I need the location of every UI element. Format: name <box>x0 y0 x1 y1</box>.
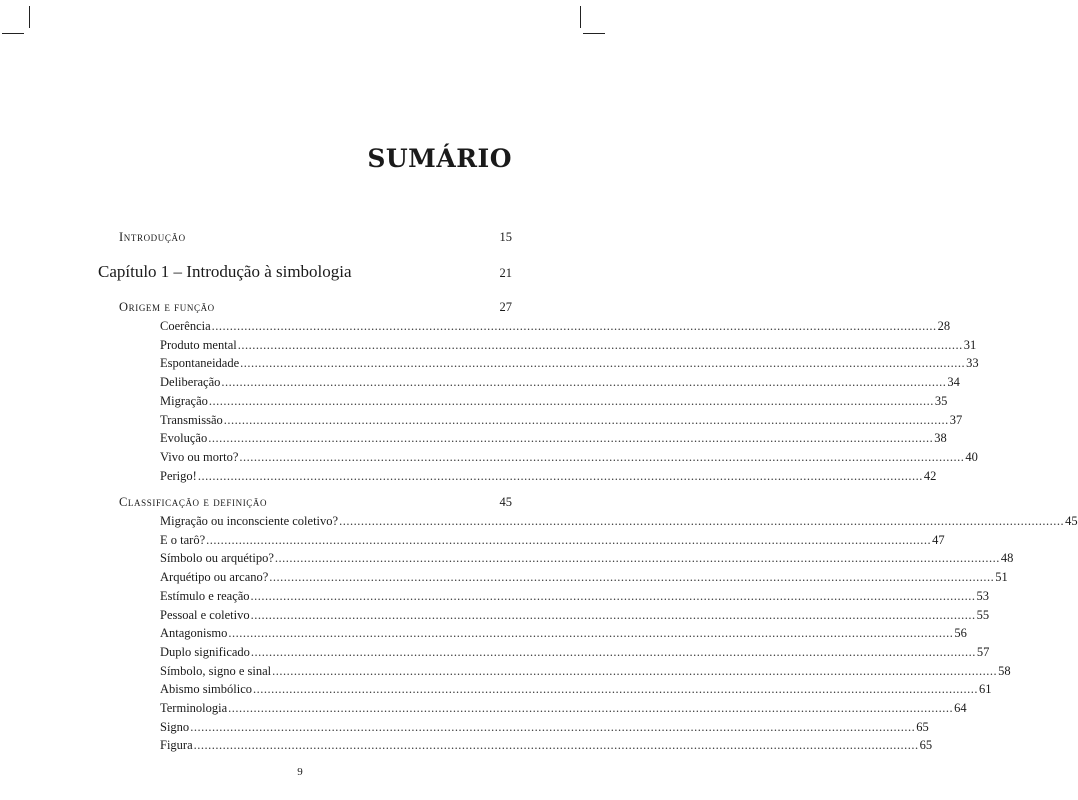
toc-entry-page: 53 <box>976 588 990 603</box>
toc-entry-label: Migração ou inconsciente coletivo? <box>160 514 339 528</box>
dot-leader: ........................................................................................................................................................................................................ <box>228 626 954 641</box>
dot-leader: ........................................................................................................................................................................................................ <box>250 607 976 622</box>
dot-leader: ........................................................................................................................................................................................................ <box>228 701 954 715</box>
toc-entry <box>160 663 1011 679</box>
dot-leader: ........................................................................................................................................................................................................ <box>272 663 998 678</box>
dot-leader: ........................................................................................................................................................................................................ <box>197 468 923 483</box>
toc-entry-label: Arquétipo ou arcano? <box>160 570 269 585</box>
toc-entry-label: Perigo! <box>160 468 197 483</box>
dot-leader: ........................................................................................................................................................................................................ <box>206 532 932 547</box>
toc-entry <box>160 588 990 604</box>
toc-entry-page: 38 <box>934 431 947 446</box>
toc-entry-page: 65 <box>919 738 933 753</box>
dot-leader: ........................................................................................................................................................................................................ <box>250 644 976 659</box>
toc-entry-label: Produto mental <box>160 337 237 352</box>
toc-entry-page: 40 <box>965 449 978 464</box>
toc-entry-page: 64 <box>954 701 967 715</box>
toc-intro-label: Introdução <box>119 230 186 244</box>
toc-section-heading <box>119 299 512 315</box>
toc-intro <box>119 229 512 245</box>
toc-entry-page: 51 <box>995 570 1008 585</box>
toc-entry-label: Deliberação <box>160 375 221 390</box>
toc-chapter-label: Capítulo 1 – Introdução à simbologia <box>98 262 352 281</box>
toc-entry <box>160 644 990 660</box>
toc-entry-page: 33 <box>966 356 979 371</box>
toc-entry <box>160 532 945 548</box>
dot-leader: ........................................................................................................................................................................................................ <box>274 551 1000 566</box>
toc-chapter-page: 21 <box>499 266 512 280</box>
toc-entry-label: Símbolo ou arquétipo? <box>160 551 274 566</box>
toc-entry-label: Vivo ou morto? <box>160 449 239 464</box>
toc-entry-page: 34 <box>947 375 960 390</box>
toc-entry-label: Símbolo, signo e sinal <box>160 663 272 678</box>
dot-leader: ........................................................................................................................................................................................................ <box>221 375 947 390</box>
toc-entry-page: 61 <box>979 682 992 697</box>
toc-entry-label: Terminologia <box>160 701 228 715</box>
toc-entry-page: 57 <box>976 644 990 659</box>
toc-entry <box>160 625 967 641</box>
toc-entry-page: 28 <box>937 319 951 333</box>
toc-entry-page: 55 <box>976 607 990 622</box>
toc-section-label: Classificação e definição <box>119 495 268 509</box>
toc-entry-label: Duplo significado <box>160 644 250 659</box>
dot-leader: ........................................................................................................................................................................................................ <box>208 393 934 408</box>
toc-entry-label: Coerência <box>160 319 211 333</box>
toc-entry <box>160 374 960 390</box>
dot-leader: ........................................................................................................................................................................................................ <box>211 319 937 333</box>
dot-leader: ........................................................................................................................................................................................................ <box>239 449 965 464</box>
toc-entry-label: Estímulo e reação <box>160 588 250 603</box>
toc-entry-page: 45 <box>1065 514 1078 528</box>
toc-entry-label: E o tarô? <box>160 532 206 547</box>
crop-mark <box>583 33 605 34</box>
dot-leader: ........................................................................................................................................................................................................ <box>250 588 976 603</box>
toc-entry <box>160 337 977 353</box>
toc-entry-page: 37 <box>949 412 963 427</box>
toc-chapter <box>98 262 512 283</box>
toc-entry-label: Espontaneidade <box>160 356 240 371</box>
page-number: 9 <box>297 766 303 778</box>
dot-leader: ........................................................................................................................................................................................................ <box>223 412 949 427</box>
toc-section-page: 27 <box>499 300 512 314</box>
dot-leader: ........................................................................................................................................................................................................ <box>253 682 979 697</box>
dot-leader: ........................................................................................................................................................................................................ <box>237 337 963 352</box>
toc-section-label: Origem e função <box>119 300 215 314</box>
page-title: SUMÁRIO <box>367 144 512 173</box>
toc-entry <box>160 700 967 716</box>
toc-entry-label: Signo <box>160 719 190 734</box>
toc-entry <box>160 719 929 735</box>
dot-leader: ........................................................................................................................................................................................................ <box>269 570 995 585</box>
toc-entry-page: 35 <box>934 393 948 408</box>
toc-entry <box>160 430 947 446</box>
crop-mark <box>580 6 581 28</box>
toc-entry-page: 31 <box>963 337 977 352</box>
dot-leader: ........................................................................................................................................................................................................ <box>193 738 919 753</box>
toc-entry <box>160 393 948 409</box>
toc-entry-page: 42 <box>923 468 937 483</box>
toc-entry <box>160 607 990 623</box>
toc-entry <box>160 355 979 371</box>
toc-entry-label: Figura <box>160 738 193 753</box>
crop-mark <box>29 6 30 28</box>
toc-entry <box>160 569 1008 585</box>
toc-entry-label: Pessoal e coletivo <box>160 607 250 622</box>
toc-intro-page: 15 <box>499 230 512 244</box>
toc-section-heading <box>119 494 512 510</box>
toc-entry-label: Transmissão <box>160 412 223 427</box>
toc-entry-page: 47 <box>932 532 945 547</box>
toc-entry-page: 48 <box>1000 551 1014 566</box>
toc-entry <box>160 449 978 465</box>
toc-entry <box>160 513 1078 529</box>
toc-entry-label: Antagonismo <box>160 626 228 641</box>
toc-entry-page: 56 <box>954 626 967 641</box>
toc-entry <box>160 318 951 334</box>
toc-entry <box>160 737 933 753</box>
toc-entry-page: 58 <box>998 663 1011 678</box>
toc-entry <box>160 412 963 428</box>
toc-entry <box>160 468 937 484</box>
toc-entry-page: 65 <box>916 719 929 734</box>
dot-leader: ........................................................................................................................................................................................................ <box>339 514 1065 528</box>
crop-mark <box>2 33 24 34</box>
toc-section-page: 45 <box>499 495 512 509</box>
toc-entry-label: Evolução <box>160 431 208 446</box>
dot-leader: ........................................................................................................................................................................................................ <box>240 356 966 371</box>
toc-entry-label: Abismo simbólico <box>160 682 253 697</box>
dot-leader: ........................................................................................................................................................................................................ <box>208 431 934 446</box>
toc-entry <box>160 550 1014 566</box>
toc-entry-label: Migração <box>160 393 208 408</box>
toc-entry <box>160 681 992 697</box>
dot-leader: ........................................................................................................................................................................................................ <box>190 719 916 734</box>
